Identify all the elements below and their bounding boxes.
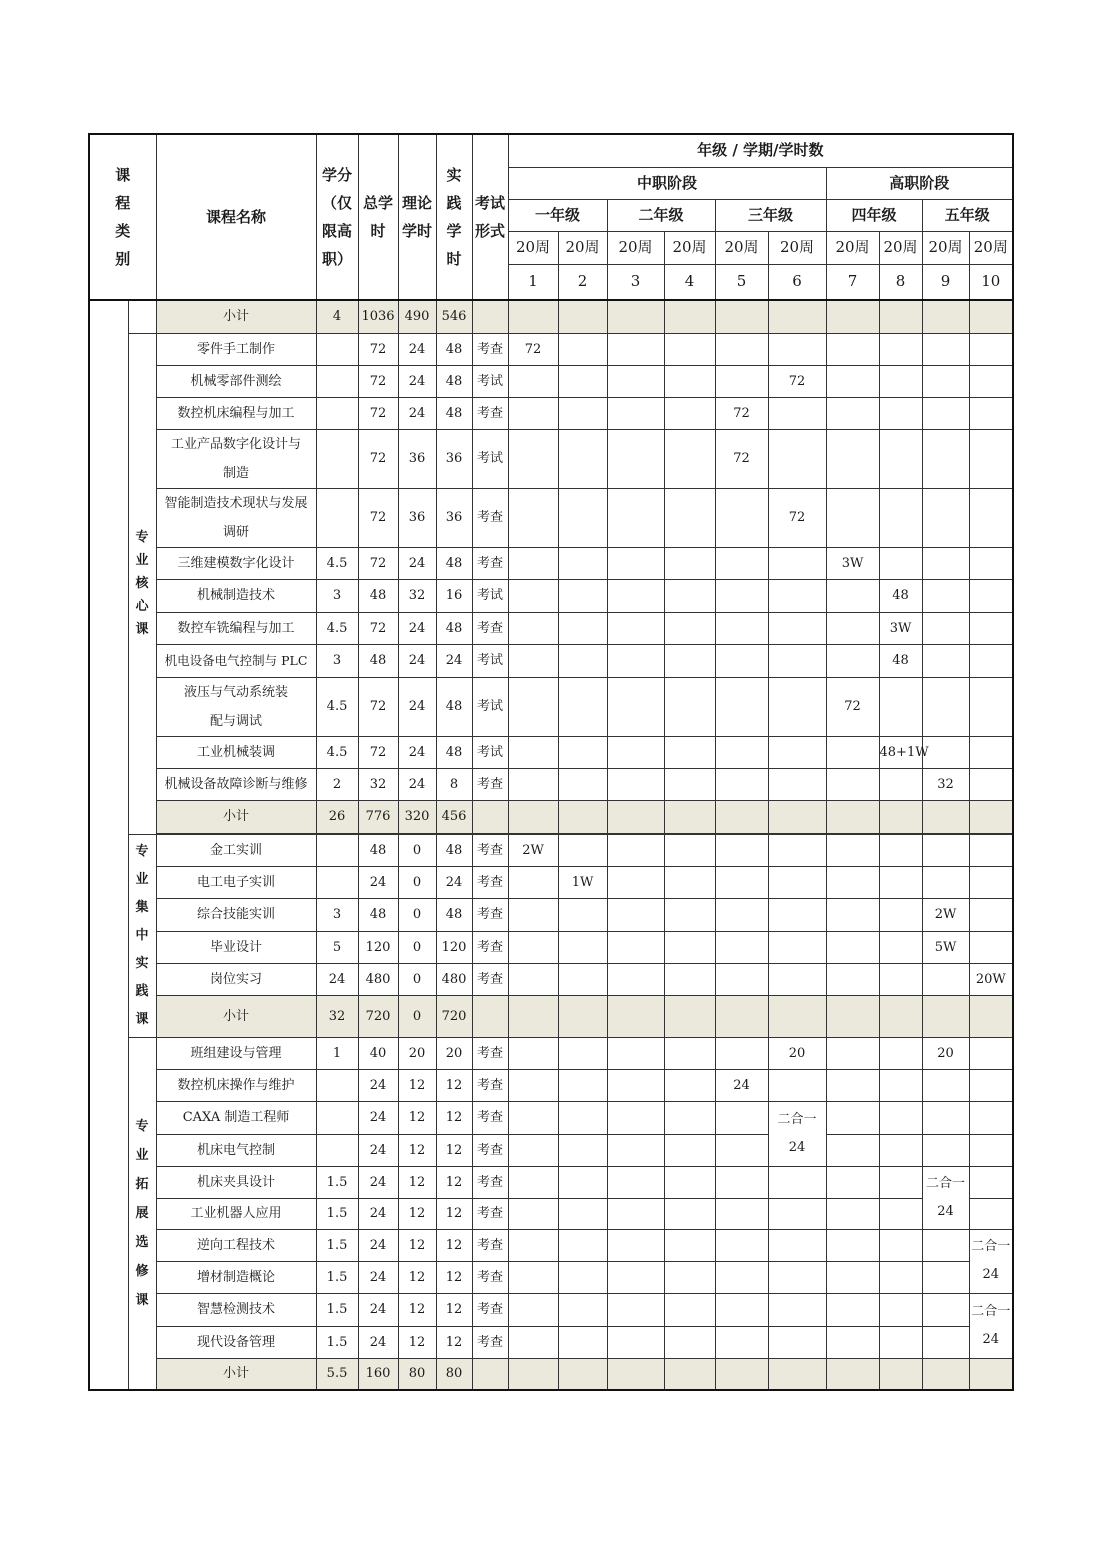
header-weeks-10: 20周 xyxy=(969,231,1013,264)
course-total: 48 xyxy=(358,834,398,866)
table-row xyxy=(89,1229,1013,1261)
course-credit xyxy=(316,429,358,488)
course-exam: 考查 xyxy=(472,1261,508,1293)
table-row xyxy=(89,768,1013,800)
semester-cell: 72 xyxy=(715,397,768,429)
semester-cell: 48 xyxy=(879,579,922,612)
course-theory: 12 xyxy=(398,1326,436,1358)
subtotal-theory: 80 xyxy=(398,1358,436,1390)
course-practice: 24 xyxy=(436,866,472,898)
semester-cell: 2W xyxy=(922,898,969,931)
course-practice: 480 xyxy=(436,963,472,995)
course-total: 24 xyxy=(358,1069,398,1101)
course-total: 24 xyxy=(358,1326,398,1358)
table-row xyxy=(89,1166,1013,1198)
table-row xyxy=(89,1261,1013,1293)
subtotal-row-elective xyxy=(89,1358,1013,1390)
semester-cell: 1W xyxy=(558,866,607,898)
subtotal-name: 小计 xyxy=(156,1358,316,1390)
header-grade-semester: 年级 / 学期/学时数 xyxy=(508,134,1013,167)
course-practice: 48 xyxy=(436,365,472,397)
outer-category-column xyxy=(89,300,128,1390)
header-semester-3: 3 xyxy=(607,264,664,300)
course-total: 32 xyxy=(358,768,398,800)
course-practice: 48 xyxy=(436,736,472,768)
table-row xyxy=(89,963,1013,995)
course-name: 数控车铣编程与加工 xyxy=(156,612,316,644)
course-exam: 考试 xyxy=(472,736,508,768)
course-theory: 12 xyxy=(398,1166,436,1198)
semester-cell: 3W xyxy=(879,612,922,644)
header-weeks-1: 20周 xyxy=(508,231,558,264)
course-name: 机床电气控制 xyxy=(156,1134,316,1166)
course-practice: 120 xyxy=(436,931,472,963)
course-name: 逆向工程技术 xyxy=(156,1229,316,1261)
course-total: 72 xyxy=(358,547,398,579)
course-practice: 12 xyxy=(436,1198,472,1229)
course-theory: 36 xyxy=(398,488,436,547)
header-grade-2: 二年级 xyxy=(607,199,715,231)
course-name: 班组建设与管理 xyxy=(156,1037,316,1069)
subtotal-theory: 0 xyxy=(398,995,436,1037)
course-credit xyxy=(316,1134,358,1166)
header-total-hours: 总学时 xyxy=(358,134,398,300)
subtotal-row-top xyxy=(89,300,1013,333)
header-semester-6: 6 xyxy=(768,264,826,300)
category-core xyxy=(128,333,156,834)
curriculum-table xyxy=(88,133,1014,1391)
header-semester-5: 5 xyxy=(715,264,768,300)
header-grade-4: 四年级 xyxy=(826,199,922,231)
header-course-name: 课程名称 xyxy=(156,134,316,300)
table-row xyxy=(89,834,1013,866)
course-practice: 24 xyxy=(436,644,472,677)
course-credit: 1 xyxy=(316,1037,358,1069)
course-credit: 24 xyxy=(316,963,358,995)
course-total: 72 xyxy=(358,736,398,768)
course-exam: 考试 xyxy=(472,429,508,488)
header-weeks-6: 20周 xyxy=(768,231,826,264)
course-credit: 3 xyxy=(316,898,358,931)
course-theory: 12 xyxy=(398,1134,436,1166)
course-exam: 考查 xyxy=(472,866,508,898)
course-exam: 考查 xyxy=(472,397,508,429)
course-exam: 考查 xyxy=(472,834,508,866)
course-total: 24 xyxy=(358,1101,398,1134)
course-practice: 12 xyxy=(436,1261,472,1293)
table-row xyxy=(89,644,1013,677)
course-practice: 12 xyxy=(436,1101,472,1134)
course-theory: 0 xyxy=(398,866,436,898)
course-credit: 3 xyxy=(316,644,358,677)
course-practice: 48 xyxy=(436,333,472,365)
course-credit xyxy=(316,834,358,866)
course-exam: 考查 xyxy=(472,963,508,995)
course-credit xyxy=(316,1101,358,1134)
course-exam: 考查 xyxy=(472,1326,508,1358)
course-exam: 考查 xyxy=(472,1293,508,1326)
course-practice: 48 xyxy=(436,898,472,931)
course-total: 120 xyxy=(358,931,398,963)
course-theory: 24 xyxy=(398,333,436,365)
course-practice: 48 xyxy=(436,547,472,579)
category-elective-label: 专业拓展选修课 xyxy=(135,1118,149,1308)
header-credit xyxy=(316,134,358,300)
course-practice: 36 xyxy=(436,429,472,488)
course-credit: 4.5 xyxy=(316,547,358,579)
course-name: 毕业设计 xyxy=(156,931,316,963)
semester-cell: 72 xyxy=(715,429,768,488)
subtotal-practice: 546 xyxy=(436,300,472,333)
table-row xyxy=(89,898,1013,931)
subtotal-total: 160 xyxy=(358,1358,398,1390)
header-grade-3: 三年级 xyxy=(715,199,826,231)
category-elective xyxy=(128,1037,156,1390)
subtotal-name: 小计 xyxy=(156,300,316,333)
course-exam: 考查 xyxy=(472,1134,508,1166)
subtotal-name: 小计 xyxy=(156,995,316,1037)
course-theory: 12 xyxy=(398,1198,436,1229)
course-credit xyxy=(316,866,358,898)
course-name: 智能制造技术现状与发展调研 xyxy=(156,488,316,547)
semester-cell: 48+1W xyxy=(879,736,922,768)
header-stage-higher: 高职阶段 xyxy=(826,167,1013,199)
course-name: 三维建模数字化设计 xyxy=(156,547,316,579)
course-total: 24 xyxy=(358,866,398,898)
combined-cell-s10a: 二合一24 xyxy=(969,1229,1013,1293)
semester-cell: 72 xyxy=(768,365,826,397)
category-practice-label: 专业集中实践课 xyxy=(135,843,149,1027)
course-practice: 12 xyxy=(436,1134,472,1166)
course-exam: 考查 xyxy=(472,768,508,800)
course-exam: 考查 xyxy=(472,931,508,963)
course-name: CAXA 制造工程师 xyxy=(156,1101,316,1134)
course-theory: 24 xyxy=(398,612,436,644)
course-total: 48 xyxy=(358,898,398,931)
table-row xyxy=(89,677,1013,736)
subtotal-practice: 720 xyxy=(436,995,472,1037)
table-row xyxy=(89,1069,1013,1101)
course-total: 24 xyxy=(358,1198,398,1229)
semester-cell: 3W xyxy=(826,547,879,579)
course-exam: 考查 xyxy=(472,1166,508,1198)
header-weeks-8: 20周 xyxy=(879,231,922,264)
course-practice: 8 xyxy=(436,768,472,800)
course-name: 机械设备故障诊断与维修 xyxy=(156,768,316,800)
table-row xyxy=(89,1198,1013,1229)
header-credit-text: 学分（仅限高职） xyxy=(322,166,353,268)
blank-category-cell xyxy=(128,300,156,333)
subtotal-practice: 80 xyxy=(436,1358,472,1390)
course-practice: 48 xyxy=(436,677,472,736)
semester-cell: 72 xyxy=(508,333,558,365)
table-row xyxy=(89,931,1013,963)
course-credit xyxy=(316,1069,358,1101)
subtotal-practice: 456 xyxy=(436,800,472,833)
course-total: 72 xyxy=(358,677,398,736)
table-row xyxy=(89,547,1013,579)
course-name: 机械制造技术 xyxy=(156,579,316,612)
course-credit: 1.5 xyxy=(316,1166,358,1198)
course-total: 24 xyxy=(358,1261,398,1293)
header-category: 课程类别 xyxy=(89,134,156,300)
subtotal-row-practice xyxy=(89,995,1013,1037)
course-name: 工业机器人应用 xyxy=(156,1198,316,1229)
table-row xyxy=(89,866,1013,898)
course-name: 金工实训 xyxy=(156,834,316,866)
course-total: 72 xyxy=(358,397,398,429)
course-exam: 考查 xyxy=(472,612,508,644)
course-name: 数控机床操作与维护 xyxy=(156,1069,316,1101)
header-weeks-9: 20周 xyxy=(922,231,969,264)
course-credit: 4.5 xyxy=(316,736,358,768)
course-theory: 12 xyxy=(398,1229,436,1261)
table-row xyxy=(89,1101,1013,1134)
course-exam: 考查 xyxy=(472,333,508,365)
header-semester-10: 10 xyxy=(969,264,1013,300)
course-total: 480 xyxy=(358,963,398,995)
subtotal-total: 720 xyxy=(358,995,398,1037)
course-credit xyxy=(316,365,358,397)
course-total: 40 xyxy=(358,1037,398,1069)
course-name: 数控机床编程与加工 xyxy=(156,397,316,429)
course-theory: 0 xyxy=(398,834,436,866)
subtotal-total: 1036 xyxy=(358,300,398,333)
subtotal-credit: 5.5 xyxy=(316,1358,358,1390)
semester-cell: 20 xyxy=(922,1037,969,1069)
course-total: 24 xyxy=(358,1229,398,1261)
course-name: 综合技能实训 xyxy=(156,898,316,931)
course-practice: 48 xyxy=(436,612,472,644)
header-weeks-7: 20周 xyxy=(826,231,879,264)
course-credit: 3 xyxy=(316,579,358,612)
course-name: 现代设备管理 xyxy=(156,1326,316,1358)
semester-cell: 5W xyxy=(922,931,969,963)
course-exam: 考查 xyxy=(472,1069,508,1101)
subtotal-theory: 490 xyxy=(398,300,436,333)
course-name: 机械零部件测绘 xyxy=(156,365,316,397)
header-grade-1: 一年级 xyxy=(508,199,607,231)
course-credit xyxy=(316,397,358,429)
course-practice: 12 xyxy=(436,1229,472,1261)
header-semester-4: 4 xyxy=(664,264,715,300)
course-credit: 1.5 xyxy=(316,1326,358,1358)
table-row xyxy=(89,488,1013,547)
course-exam: 考试 xyxy=(472,579,508,612)
course-theory: 0 xyxy=(398,898,436,931)
course-practice: 36 xyxy=(436,488,472,547)
table-row xyxy=(89,333,1013,365)
course-name: 工业产品数字化设计与制造 xyxy=(156,429,316,488)
course-exam: 考查 xyxy=(472,1198,508,1229)
course-total: 48 xyxy=(358,579,398,612)
header-semester-7: 7 xyxy=(826,264,879,300)
subtotal-credit: 26 xyxy=(316,800,358,833)
course-theory: 24 xyxy=(398,768,436,800)
course-theory: 12 xyxy=(398,1069,436,1101)
table-row xyxy=(89,1134,1013,1166)
table-row xyxy=(89,1326,1013,1358)
semester-cell: 2W xyxy=(508,834,558,866)
course-name: 机床夹具设计 xyxy=(156,1166,316,1198)
course-credit: 4.5 xyxy=(316,612,358,644)
course-credit xyxy=(316,333,358,365)
table-row xyxy=(89,1037,1013,1069)
header-weeks-4: 20周 xyxy=(664,231,715,264)
course-practice: 12 xyxy=(436,1293,472,1326)
course-name: 工业机械装调 xyxy=(156,736,316,768)
course-name: 智慧检测技术 xyxy=(156,1293,316,1326)
course-name: 液压与气动系统装配与调试 xyxy=(156,677,316,736)
combined-cell-s10b: 二合一24 xyxy=(969,1293,1013,1358)
header-semester-9: 9 xyxy=(922,264,969,300)
semester-cell: 24 xyxy=(715,1069,768,1101)
course-name: 岗位实习 xyxy=(156,963,316,995)
course-exam: 考查 xyxy=(472,488,508,547)
course-practice: 12 xyxy=(436,1326,472,1358)
course-practice: 16 xyxy=(436,579,472,612)
header-weeks-5: 20周 xyxy=(715,231,768,264)
course-practice: 48 xyxy=(436,834,472,866)
combined-cell-s9: 二合一24 xyxy=(922,1166,969,1229)
course-name: 机电设备电气控制与 PLC xyxy=(156,644,316,677)
semester-cell: 72 xyxy=(768,488,826,547)
course-exam: 考试 xyxy=(472,677,508,736)
header-weeks-2: 20周 xyxy=(558,231,607,264)
table-row xyxy=(89,397,1013,429)
course-theory: 32 xyxy=(398,579,436,612)
course-total: 72 xyxy=(358,333,398,365)
course-total: 72 xyxy=(358,429,398,488)
course-theory: 24 xyxy=(398,677,436,736)
course-theory: 12 xyxy=(398,1293,436,1326)
course-practice: 48 xyxy=(436,397,472,429)
header-exam-form: 考试形式 xyxy=(472,134,508,300)
course-exam: 考查 xyxy=(472,1037,508,1069)
subtotal-credit: 32 xyxy=(316,995,358,1037)
course-total: 24 xyxy=(358,1166,398,1198)
course-credit: 4.5 xyxy=(316,677,358,736)
header-theory-hours: 理论学时 xyxy=(398,134,436,300)
course-credit: 2 xyxy=(316,768,358,800)
subtotal-total: 776 xyxy=(358,800,398,833)
table-row xyxy=(89,1293,1013,1326)
header-semester-8: 8 xyxy=(879,264,922,300)
course-total: 24 xyxy=(358,1293,398,1326)
header-semester-2: 2 xyxy=(558,264,607,300)
course-credit: 1.5 xyxy=(316,1229,358,1261)
course-theory: 36 xyxy=(398,429,436,488)
course-exam: 考试 xyxy=(472,644,508,677)
table-row xyxy=(89,736,1013,768)
course-theory: 24 xyxy=(398,547,436,579)
category-practice xyxy=(128,834,156,1037)
table-row xyxy=(89,365,1013,397)
course-name: 电工电子实训 xyxy=(156,866,316,898)
semester-cell: 72 xyxy=(826,677,879,736)
course-total: 24 xyxy=(358,1134,398,1166)
subtotal-theory: 320 xyxy=(398,800,436,833)
subtotal-exam xyxy=(472,300,508,333)
course-credit: 1.5 xyxy=(316,1198,358,1229)
course-exam: 考查 xyxy=(472,898,508,931)
course-exam: 考查 xyxy=(472,1101,508,1134)
course-credit xyxy=(316,488,358,547)
course-total: 72 xyxy=(358,488,398,547)
course-practice: 12 xyxy=(436,1166,472,1198)
course-credit: 1.5 xyxy=(316,1293,358,1326)
header-weeks-3: 20周 xyxy=(607,231,664,264)
course-exam: 考查 xyxy=(472,547,508,579)
combined-cell-s6: 二合一24 xyxy=(768,1101,826,1166)
semester-cell: 48 xyxy=(879,644,922,677)
course-theory: 24 xyxy=(398,397,436,429)
table-row xyxy=(89,612,1013,644)
course-name: 零件手工制作 xyxy=(156,333,316,365)
table-row xyxy=(89,579,1013,612)
course-theory: 20 xyxy=(398,1037,436,1069)
subtotal-name: 小计 xyxy=(156,800,316,833)
course-total: 48 xyxy=(358,644,398,677)
course-theory: 0 xyxy=(398,931,436,963)
course-theory: 12 xyxy=(398,1101,436,1134)
table-row xyxy=(89,429,1013,488)
course-credit: 5 xyxy=(316,931,358,963)
category-core-label: 专业核心课 xyxy=(135,530,149,637)
header-stage-secondary: 中职阶段 xyxy=(508,167,826,199)
course-exam: 考试 xyxy=(472,365,508,397)
course-theory: 24 xyxy=(398,365,436,397)
header-semester-1: 1 xyxy=(508,264,558,300)
course-practice: 20 xyxy=(436,1037,472,1069)
header-grade-5: 五年级 xyxy=(922,199,1013,231)
course-practice: 12 xyxy=(436,1069,472,1101)
course-theory: 12 xyxy=(398,1261,436,1293)
subtotal-row-core xyxy=(89,800,1013,833)
course-name: 增材制造概论 xyxy=(156,1261,316,1293)
semester-cell: 20W xyxy=(969,963,1013,995)
course-total: 72 xyxy=(358,612,398,644)
header-practice-hours: 实践学时 xyxy=(436,134,472,300)
course-theory: 24 xyxy=(398,644,436,677)
course-exam: 考查 xyxy=(472,1229,508,1261)
subtotal-credit: 4 xyxy=(316,300,358,333)
course-theory: 0 xyxy=(398,963,436,995)
semester-cell: 20 xyxy=(768,1037,826,1069)
course-theory: 24 xyxy=(398,736,436,768)
course-total: 72 xyxy=(358,365,398,397)
course-credit: 1.5 xyxy=(316,1261,358,1293)
semester-cell: 32 xyxy=(922,768,969,800)
